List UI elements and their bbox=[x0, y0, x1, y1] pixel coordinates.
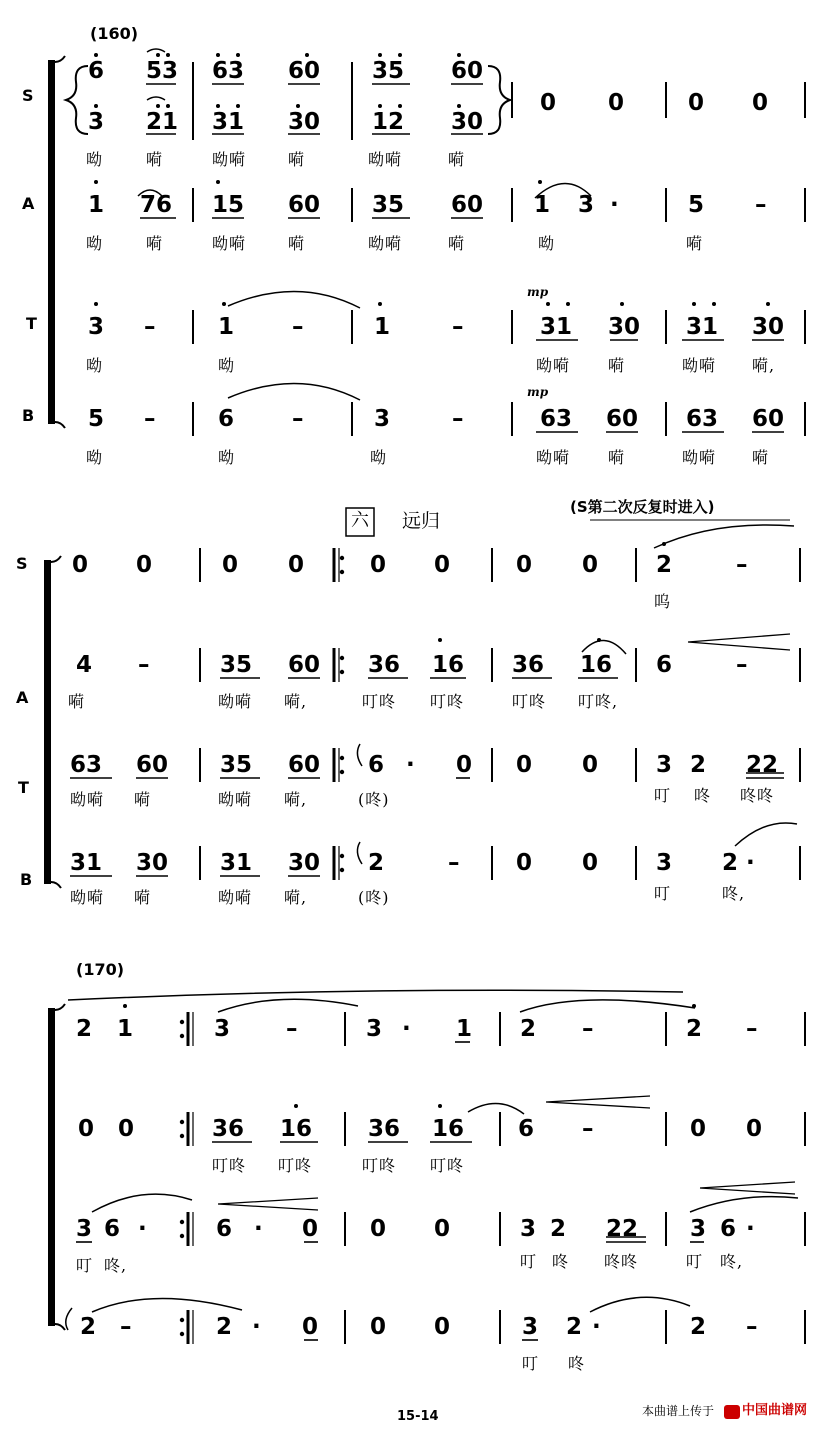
note: 30 bbox=[451, 109, 484, 135]
note: 16 bbox=[580, 652, 613, 678]
note: 31 bbox=[220, 850, 253, 876]
note: 3 bbox=[690, 1216, 707, 1242]
note: 0 bbox=[302, 1216, 319, 1242]
lyric: 呦嗬 bbox=[212, 234, 247, 253]
note: 0 bbox=[78, 1116, 95, 1142]
note: 6 bbox=[656, 652, 673, 678]
note: 35 bbox=[220, 652, 253, 678]
note: 6 bbox=[720, 1216, 737, 1242]
note: 1 bbox=[218, 314, 235, 340]
note: – bbox=[448, 850, 460, 876]
note: 12 bbox=[372, 109, 405, 135]
note: 60 bbox=[288, 58, 321, 84]
note: 5 bbox=[88, 406, 105, 432]
note: 0 bbox=[370, 1216, 387, 1242]
lyric: 咚 bbox=[568, 1354, 586, 1373]
note: 36 bbox=[512, 652, 545, 678]
note: – bbox=[452, 406, 464, 432]
note: 3 bbox=[522, 1314, 539, 1340]
note: – bbox=[144, 406, 156, 432]
note: 15 bbox=[212, 192, 245, 218]
note: – bbox=[755, 192, 767, 218]
lyric: 叮 bbox=[76, 1256, 94, 1275]
lyric: 呦 bbox=[538, 234, 556, 253]
note: – bbox=[746, 1314, 758, 1340]
note: 0 bbox=[288, 552, 305, 578]
note: 36 bbox=[368, 1116, 401, 1142]
lyric: 咚, bbox=[722, 884, 746, 903]
lyric: 咚 bbox=[694, 786, 712, 805]
note: · bbox=[406, 752, 415, 778]
note: 2 bbox=[690, 752, 707, 778]
lyric: 呜 bbox=[654, 592, 672, 611]
note: 2 bbox=[566, 1314, 583, 1340]
lyric: 叮咚 bbox=[362, 692, 397, 711]
part-label-a: A bbox=[16, 688, 29, 707]
note: 0 bbox=[608, 90, 625, 116]
note: – bbox=[286, 1016, 298, 1042]
note: – bbox=[144, 314, 156, 340]
note: 60 bbox=[288, 752, 321, 778]
note: 3 bbox=[578, 192, 595, 218]
note: 2 bbox=[656, 552, 673, 578]
site-logo: 中国曲谱网 bbox=[742, 1403, 808, 1418]
part-label-s: S bbox=[16, 554, 28, 573]
note: 30 bbox=[136, 850, 169, 876]
note: 0 bbox=[370, 552, 387, 578]
lyric: 呦嗬 bbox=[536, 356, 571, 375]
lyric: 呦嗬 bbox=[218, 888, 253, 907]
note: 63 bbox=[212, 58, 245, 84]
lyric: 呦嗬 bbox=[682, 356, 717, 375]
note: 35 bbox=[220, 752, 253, 778]
note: · bbox=[138, 1216, 147, 1242]
note: 60 bbox=[451, 58, 484, 84]
lyric: 呦嗬 bbox=[682, 448, 717, 467]
note: 60 bbox=[752, 406, 785, 432]
note: 60 bbox=[451, 192, 484, 218]
note: 22 bbox=[746, 752, 779, 778]
note: 2 bbox=[216, 1314, 233, 1340]
note: 0 bbox=[302, 1314, 319, 1340]
note: 36 bbox=[368, 652, 401, 678]
note: 2 bbox=[80, 1314, 97, 1340]
lyric: 呦 bbox=[370, 448, 388, 467]
lyric: 嗬 bbox=[134, 790, 152, 809]
note: 3 bbox=[214, 1016, 231, 1042]
note: · bbox=[746, 850, 755, 876]
note: · bbox=[252, 1314, 261, 1340]
lyric: 嗬 bbox=[68, 692, 86, 711]
note: 63 bbox=[70, 752, 103, 778]
note: 2 bbox=[550, 1216, 567, 1242]
note: 0 bbox=[582, 850, 599, 876]
note: 30 bbox=[608, 314, 641, 340]
note: – bbox=[292, 314, 304, 340]
note: · bbox=[592, 1314, 601, 1340]
lyric: 呦 bbox=[86, 448, 104, 467]
lyric: 叮咚 bbox=[212, 1156, 247, 1175]
lyric: 呦嗬 bbox=[368, 234, 403, 253]
part-label-b: B bbox=[20, 870, 33, 889]
lyric: 呦嗬 bbox=[536, 448, 571, 467]
lyric: 叮咚, bbox=[578, 692, 619, 711]
note: 35 bbox=[372, 58, 405, 84]
note: 6 bbox=[218, 406, 235, 432]
note: 3 bbox=[520, 1216, 537, 1242]
note: 6 bbox=[104, 1216, 121, 1242]
lyric: (咚) bbox=[358, 888, 390, 907]
lyric: 呦嗬 bbox=[368, 150, 403, 169]
note: 0 bbox=[136, 552, 153, 578]
note: 30 bbox=[752, 314, 785, 340]
lyric: 叮咚 bbox=[430, 1156, 465, 1175]
note: 60 bbox=[606, 406, 639, 432]
note: 5 bbox=[688, 192, 705, 218]
note: 63 bbox=[540, 406, 573, 432]
measure-number: (160) bbox=[90, 24, 139, 43]
note: 16 bbox=[432, 1116, 465, 1142]
note: 0 bbox=[540, 90, 557, 116]
note: – bbox=[138, 652, 150, 678]
note: 3 bbox=[88, 314, 105, 340]
note: 1 bbox=[117, 1016, 134, 1042]
note: 36 bbox=[212, 1116, 245, 1142]
lyric: 咚咚 bbox=[740, 786, 775, 805]
lyric: 嗬, bbox=[284, 888, 308, 907]
note: 0 bbox=[370, 1314, 387, 1340]
note: 6 bbox=[88, 58, 105, 84]
note: 0 bbox=[434, 552, 451, 578]
lyric: 叮 bbox=[686, 1252, 704, 1271]
note: 2 bbox=[722, 850, 739, 876]
lyric: 咚 bbox=[552, 1252, 570, 1271]
lyric: 咚, bbox=[104, 1256, 128, 1275]
note: 0 bbox=[688, 90, 705, 116]
lyric: 叮 bbox=[522, 1354, 540, 1373]
lyric: 呦 bbox=[86, 356, 104, 375]
note: 31 bbox=[540, 314, 573, 340]
note: 3 bbox=[656, 752, 673, 778]
note: 35 bbox=[372, 192, 405, 218]
note: 31 bbox=[212, 109, 245, 135]
note: 60 bbox=[288, 192, 321, 218]
lyric: 嗬 bbox=[448, 234, 466, 253]
lyric: 叮 bbox=[654, 786, 672, 805]
note: 0 bbox=[582, 752, 599, 778]
lyric: 呦嗬 bbox=[70, 790, 105, 809]
note: 60 bbox=[288, 652, 321, 678]
note: – bbox=[582, 1016, 594, 1042]
part-label-s: S bbox=[22, 86, 34, 105]
note: 0 bbox=[434, 1314, 451, 1340]
lyric: 嗬 bbox=[686, 234, 704, 253]
note: · bbox=[402, 1016, 411, 1042]
footer-upload-text: 本曲谱上传于 bbox=[642, 1404, 715, 1418]
lyric: 呦 bbox=[218, 448, 236, 467]
lyric: 呦嗬 bbox=[70, 888, 105, 907]
lyric: 叮咚 bbox=[512, 692, 547, 711]
note: 2 bbox=[686, 1016, 703, 1042]
note: 63 bbox=[686, 406, 719, 432]
note: 4 bbox=[76, 652, 93, 678]
lyric: 呦嗬 bbox=[218, 692, 253, 711]
lyric: 咚咚 bbox=[604, 1252, 639, 1271]
lyric: 叮咚 bbox=[430, 692, 465, 711]
part-label-t: T bbox=[26, 314, 37, 333]
note: 2 bbox=[368, 850, 385, 876]
lyric: 嗬 bbox=[288, 234, 306, 253]
note: – bbox=[120, 1314, 132, 1340]
lyric: 呦嗬 bbox=[212, 150, 247, 169]
note: · bbox=[610, 192, 619, 218]
dynamic-mp: mp bbox=[527, 385, 549, 399]
note: – bbox=[292, 406, 304, 432]
note: 1 bbox=[374, 314, 391, 340]
note: 31 bbox=[70, 850, 103, 876]
note: 3 bbox=[656, 850, 673, 876]
lyric: 嗬, bbox=[752, 356, 776, 375]
note: 2 bbox=[76, 1016, 93, 1042]
note: 22 bbox=[606, 1216, 639, 1242]
lyric: 嗬 bbox=[134, 888, 152, 907]
lyric: 呦 bbox=[86, 234, 104, 253]
note: 30 bbox=[288, 109, 321, 135]
part-label-t: T bbox=[18, 778, 29, 797]
lyric: 叮 bbox=[520, 1252, 538, 1271]
note: 30 bbox=[288, 850, 321, 876]
note: 6 bbox=[368, 752, 385, 778]
section-title: 远归 bbox=[402, 510, 441, 532]
lyric: 嗬 bbox=[288, 150, 306, 169]
annotation: (S第二次反复时进入) bbox=[570, 498, 715, 516]
note: 1 bbox=[456, 1016, 473, 1042]
note: 3 bbox=[366, 1016, 383, 1042]
part-label-b: B bbox=[22, 406, 35, 425]
note: 0 bbox=[222, 552, 239, 578]
page-number: 15-14 bbox=[397, 1409, 439, 1424]
lyric: 嗬 bbox=[448, 150, 466, 169]
section-number: 六 bbox=[351, 510, 369, 531]
note: 3 bbox=[374, 406, 391, 432]
lyric: 嗬 bbox=[608, 448, 626, 467]
note: 21 bbox=[146, 109, 179, 135]
note: 76 bbox=[140, 192, 173, 218]
note: – bbox=[452, 314, 464, 340]
note: 1 bbox=[88, 192, 105, 218]
note: – bbox=[736, 552, 748, 578]
note: 0 bbox=[72, 552, 89, 578]
lyric: 嗬, bbox=[284, 692, 308, 711]
note: – bbox=[582, 1116, 594, 1142]
lyric: 呦 bbox=[86, 150, 104, 169]
note: 60 bbox=[136, 752, 169, 778]
note: 0 bbox=[118, 1116, 135, 1142]
note: 16 bbox=[432, 652, 465, 678]
lyric: 咚, bbox=[720, 1252, 744, 1271]
note: · bbox=[254, 1216, 263, 1242]
note: 2 bbox=[690, 1314, 707, 1340]
note: 53 bbox=[146, 58, 179, 84]
note: 6 bbox=[518, 1116, 535, 1142]
note: 2 bbox=[520, 1016, 537, 1042]
lyric: (咚) bbox=[358, 790, 390, 809]
note: 3 bbox=[88, 109, 105, 135]
note: 0 bbox=[516, 752, 533, 778]
lyric: 呦嗬 bbox=[218, 790, 253, 809]
note: 0 bbox=[456, 752, 473, 778]
lyric: 嗬 bbox=[752, 448, 770, 467]
note: 0 bbox=[690, 1116, 707, 1142]
lyric: 呦 bbox=[218, 356, 236, 375]
lyric: 嗬, bbox=[284, 790, 308, 809]
note: 0 bbox=[582, 552, 599, 578]
note: 6 bbox=[216, 1216, 233, 1242]
lyric: 叮咚 bbox=[362, 1156, 397, 1175]
note: 0 bbox=[434, 1216, 451, 1242]
lyric: 嗬 bbox=[608, 356, 626, 375]
dynamic-mp: mp bbox=[527, 285, 549, 299]
note: – bbox=[736, 652, 748, 678]
note: 0 bbox=[752, 90, 769, 116]
note: 0 bbox=[516, 552, 533, 578]
note: 1 bbox=[534, 192, 551, 218]
note: 31 bbox=[686, 314, 719, 340]
note: · bbox=[746, 1216, 755, 1242]
note: 0 bbox=[516, 850, 533, 876]
lyric: 嗬 bbox=[146, 150, 164, 169]
lyric: 叮咚 bbox=[278, 1156, 313, 1175]
note: 16 bbox=[280, 1116, 313, 1142]
lyric: 嗬 bbox=[146, 234, 164, 253]
part-label-a: A bbox=[22, 194, 35, 213]
note: 0 bbox=[746, 1116, 763, 1142]
lyric: 叮 bbox=[654, 884, 672, 903]
note: 3 bbox=[76, 1216, 93, 1242]
note: – bbox=[746, 1016, 758, 1042]
measure-number: (170) bbox=[76, 960, 125, 979]
